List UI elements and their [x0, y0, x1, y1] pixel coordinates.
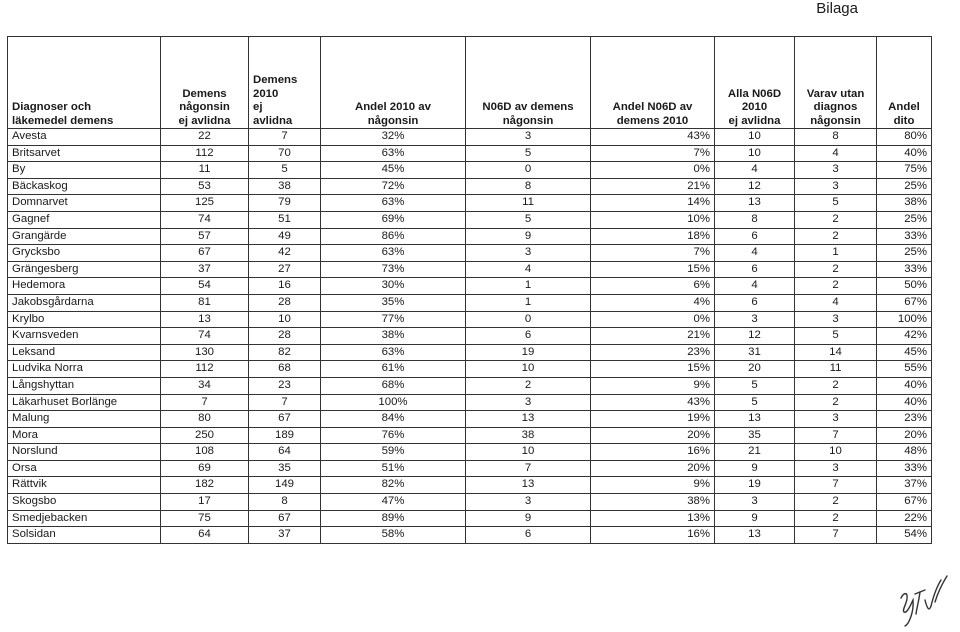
table-cell: 3 — [795, 460, 877, 477]
row-label: Grangärde — [8, 228, 161, 245]
table-cell: 49 — [249, 228, 321, 245]
table-cell: 5 — [715, 377, 795, 394]
table-cell: 16% — [591, 444, 715, 461]
table-cell: 19 — [715, 477, 795, 494]
signature-initials — [895, 572, 955, 628]
table-cell: 13 — [466, 477, 591, 494]
row-label: Norslund — [8, 444, 161, 461]
table-cell: 5 — [466, 145, 591, 162]
table-cell: 40% — [877, 145, 932, 162]
table-cell: 42% — [877, 328, 932, 345]
table-cell: 82 — [249, 344, 321, 361]
table-cell: 22% — [877, 510, 932, 527]
header-n06d-dementia: N06D av demens någonsin — [466, 37, 591, 129]
table-cell: 149 — [249, 477, 321, 494]
table-cell: 59% — [321, 444, 466, 461]
table-cell: 2 — [466, 377, 591, 394]
table-cell: 84% — [321, 411, 466, 428]
table-row — [8, 162, 932, 179]
row-label: Hedemora — [8, 278, 161, 295]
table-cell: 7 — [249, 394, 321, 411]
table-cell: 43% — [591, 129, 715, 146]
table-cell: 3 — [466, 245, 591, 262]
table-cell: 82% — [321, 477, 466, 494]
row-label: Grycksbo — [8, 245, 161, 262]
table-cell: 2 — [795, 228, 877, 245]
table-cell: 23 — [249, 377, 321, 394]
table-cell: 1 — [466, 294, 591, 311]
table-cell: 21% — [591, 328, 715, 345]
table-cell: 5 — [466, 211, 591, 228]
table-cell: 57 — [161, 228, 249, 245]
table-cell: 28 — [249, 328, 321, 345]
table-cell: 2 — [795, 394, 877, 411]
table-cell: 3 — [795, 411, 877, 428]
table-cell: 77% — [321, 311, 466, 328]
table-cell: 11 — [795, 361, 877, 378]
table-cell: 125 — [161, 195, 249, 212]
page-label: Bilaga — [816, 0, 858, 17]
row-label: Läkarhuset Borlänge — [8, 394, 161, 411]
table-cell: 47% — [321, 494, 466, 511]
table-cell: 6 — [466, 527, 591, 544]
table-cell: 16% — [591, 527, 715, 544]
table-cell: 51% — [321, 460, 466, 477]
table-cell: 14 — [795, 344, 877, 361]
table-cell: 67% — [877, 494, 932, 511]
table-cell: 25% — [877, 178, 932, 195]
table-row — [8, 494, 932, 511]
table-cell: 3 — [715, 494, 795, 511]
table-cell: 35% — [321, 294, 466, 311]
table-cell: 75% — [877, 162, 932, 179]
table-cell: 64 — [161, 527, 249, 544]
table-cell: 0 — [466, 311, 591, 328]
table-cell: 12 — [715, 178, 795, 195]
table-cell: 40% — [877, 394, 932, 411]
header-without-diagnosis: Varav utan diagnos någonsin — [795, 37, 877, 129]
header-share-2010: Andel 2010 av någonsin — [321, 37, 466, 129]
table-cell: 18% — [591, 228, 715, 245]
table-cell: 20 — [715, 361, 795, 378]
row-label: Rättvik — [8, 477, 161, 494]
table-cell: 15% — [591, 361, 715, 378]
table-row — [8, 344, 932, 361]
table-cell: 27 — [249, 261, 321, 278]
table-cell: 17 — [161, 494, 249, 511]
table-cell: 53 — [161, 178, 249, 195]
table-cell: 54 — [161, 278, 249, 295]
row-label: Malung — [8, 411, 161, 428]
table-cell: 67 — [249, 510, 321, 527]
table-row — [8, 178, 932, 195]
table-cell: 20% — [591, 427, 715, 444]
table-cell: 130 — [161, 344, 249, 361]
table-cell: 5 — [249, 162, 321, 179]
table-cell: 5 — [715, 394, 795, 411]
table-cell: 3 — [466, 494, 591, 511]
table-row — [8, 460, 932, 477]
table-cell: 35 — [249, 460, 321, 477]
table-cell: 19% — [591, 411, 715, 428]
row-label: By — [8, 162, 161, 179]
table-cell: 38 — [249, 178, 321, 195]
header-dementia-2010: Demens 2010 ej avlidna — [249, 37, 321, 129]
table-row — [8, 328, 932, 345]
table-cell: 63% — [321, 145, 466, 162]
data-table — [7, 36, 932, 544]
table-cell: 34 — [161, 377, 249, 394]
table-cell: 20% — [591, 460, 715, 477]
table-row — [8, 195, 932, 212]
table-cell: 6% — [591, 278, 715, 295]
table-cell: 10 — [715, 145, 795, 162]
table-row — [8, 129, 932, 146]
table-cell: 12 — [715, 328, 795, 345]
table-row — [8, 411, 932, 428]
table-cell: 81 — [161, 294, 249, 311]
table-cell: 13 — [466, 411, 591, 428]
table-cell: 63% — [321, 245, 466, 262]
table-cell: 37 — [161, 261, 249, 278]
row-label: Långshyttan — [8, 377, 161, 394]
table-cell: 1 — [795, 245, 877, 262]
row-label: Avesta — [8, 129, 161, 146]
table-cell: 33% — [877, 261, 932, 278]
table-cell: 4 — [715, 162, 795, 179]
table-cell: 67 — [161, 245, 249, 262]
row-label: Solsidan — [8, 527, 161, 544]
header-dementia-ever: Demens någonsin ej avlidna — [161, 37, 249, 129]
table-cell: 20% — [877, 427, 932, 444]
table-cell: 19 — [466, 344, 591, 361]
table-cell: 50% — [877, 278, 932, 295]
table-cell: 75 — [161, 510, 249, 527]
table-cell: 68 — [249, 361, 321, 378]
table-cell: 68% — [321, 377, 466, 394]
table-cell: 80 — [161, 411, 249, 428]
table-row — [8, 444, 932, 461]
table-cell: 10 — [466, 444, 591, 461]
table-cell: 37 — [249, 527, 321, 544]
table-cell: 74 — [161, 328, 249, 345]
table-cell: 250 — [161, 427, 249, 444]
table-cell: 58% — [321, 527, 466, 544]
table-cell: 43% — [591, 394, 715, 411]
table-row — [8, 145, 932, 162]
table-cell: 73% — [321, 261, 466, 278]
table-cell: 0 — [466, 162, 591, 179]
table-cell: 25% — [877, 245, 932, 262]
table-cell: 74 — [161, 211, 249, 228]
table-cell: 63% — [321, 195, 466, 212]
table-cell: 7% — [591, 145, 715, 162]
table-cell: 10% — [591, 211, 715, 228]
table-cell: 48% — [877, 444, 932, 461]
table-cell: 13 — [715, 527, 795, 544]
table-cell: 2 — [795, 261, 877, 278]
table-cell: 3 — [795, 311, 877, 328]
table-cell: 22 — [161, 129, 249, 146]
table-cell: 3 — [466, 394, 591, 411]
table-row — [8, 477, 932, 494]
table-cell: 89% — [321, 510, 466, 527]
table-row — [8, 311, 932, 328]
table-row — [8, 510, 932, 527]
row-label: Skogsbo — [8, 494, 161, 511]
table-cell: 72% — [321, 178, 466, 195]
row-label: Jakobsgårdarna — [8, 294, 161, 311]
table-cell: 10 — [795, 444, 877, 461]
table-row — [8, 228, 932, 245]
table-cell: 11 — [466, 195, 591, 212]
table-cell: 38% — [877, 195, 932, 212]
table-cell: 112 — [161, 145, 249, 162]
table-cell: 67 — [249, 411, 321, 428]
header-location: Diagnoser och läkemedel demens — [8, 37, 161, 129]
table-cell: 9 — [715, 510, 795, 527]
row-label: Mora — [8, 427, 161, 444]
table-cell: 0% — [591, 311, 715, 328]
table-row — [8, 245, 932, 262]
table-cell: 45% — [877, 344, 932, 361]
table-cell: 3 — [466, 129, 591, 146]
table-cell: 21 — [715, 444, 795, 461]
table-cell: 21% — [591, 178, 715, 195]
table-cell: 7 — [161, 394, 249, 411]
table-cell: 11 — [161, 162, 249, 179]
table-cell: 13% — [591, 510, 715, 527]
row-label: Gagnef — [8, 211, 161, 228]
table-cell: 4 — [795, 294, 877, 311]
table-cell: 8 — [249, 494, 321, 511]
table-cell: 1 — [466, 278, 591, 295]
table-row — [8, 427, 932, 444]
table-cell: 23% — [591, 344, 715, 361]
table-cell: 100% — [321, 394, 466, 411]
table-cell: 70 — [249, 145, 321, 162]
table-cell: 55% — [877, 361, 932, 378]
table-cell: 2 — [795, 211, 877, 228]
table-cell: 7 — [795, 427, 877, 444]
row-label: Smedjebacken — [8, 510, 161, 527]
table-cell: 4 — [715, 278, 795, 295]
table-cell: 38 — [466, 427, 591, 444]
table-cell: 5 — [795, 328, 877, 345]
table-cell: 4% — [591, 294, 715, 311]
table-cell: 9 — [466, 228, 591, 245]
table-cell: 30% — [321, 278, 466, 295]
table-row — [8, 294, 932, 311]
table-cell: 28 — [249, 294, 321, 311]
table-cell: 35 — [715, 427, 795, 444]
table-cell: 10 — [249, 311, 321, 328]
table-row — [8, 211, 932, 228]
table-cell: 37% — [877, 477, 932, 494]
table-cell: 40% — [877, 377, 932, 394]
table-cell: 108 — [161, 444, 249, 461]
table-cell: 189 — [249, 427, 321, 444]
table-cell: 76% — [321, 427, 466, 444]
table-cell: 8 — [466, 178, 591, 195]
table-cell: 67% — [877, 294, 932, 311]
table-cell: 45% — [321, 162, 466, 179]
table-cell: 2 — [795, 377, 877, 394]
table-cell: 80% — [877, 129, 932, 146]
table-cell: 33% — [877, 460, 932, 477]
table-cell: 7 — [466, 460, 591, 477]
table-cell: 51 — [249, 211, 321, 228]
table-cell: 0% — [591, 162, 715, 179]
table-cell: 5 — [795, 195, 877, 212]
table-cell: 15% — [591, 261, 715, 278]
table-cell: 64 — [249, 444, 321, 461]
table-cell: 86% — [321, 228, 466, 245]
row-label: Domnarvet — [8, 195, 161, 212]
table-cell: 7% — [591, 245, 715, 262]
table-cell: 10 — [715, 129, 795, 146]
table-cell: 2 — [795, 278, 877, 295]
table-cell: 8 — [715, 211, 795, 228]
table-row — [8, 261, 932, 278]
table-cell: 6 — [715, 294, 795, 311]
table-row — [8, 377, 932, 394]
table-cell: 2 — [795, 510, 877, 527]
table-cell: 112 — [161, 361, 249, 378]
row-label: Britsarvet — [8, 145, 161, 162]
table-cell: 7 — [795, 527, 877, 544]
table-row — [8, 361, 932, 378]
table-cell: 182 — [161, 477, 249, 494]
header-share-ditto: Andel dito — [877, 37, 932, 129]
table-row — [8, 527, 932, 544]
table-cell: 100% — [877, 311, 932, 328]
table-cell: 6 — [715, 261, 795, 278]
table-cell: 6 — [466, 328, 591, 345]
row-label: Krylbo — [8, 311, 161, 328]
table-cell: 3 — [795, 178, 877, 195]
table-cell: 54% — [877, 527, 932, 544]
table-cell: 69% — [321, 211, 466, 228]
table-cell: 6 — [715, 228, 795, 245]
table-cell: 23% — [877, 411, 932, 428]
table-cell: 42 — [249, 245, 321, 262]
table-cell: 79 — [249, 195, 321, 212]
table-cell: 25% — [877, 211, 932, 228]
table-cell: 10 — [466, 361, 591, 378]
header-all-n06d: Alla N06D 2010 ej avlidna — [715, 37, 795, 129]
table-cell: 33% — [877, 228, 932, 245]
table-cell: 38% — [321, 328, 466, 345]
table-cell: 69 — [161, 460, 249, 477]
table-cell: 4 — [715, 245, 795, 262]
table-row — [8, 278, 932, 295]
table-cell: 14% — [591, 195, 715, 212]
table-cell: 2 — [795, 494, 877, 511]
table-cell: 13 — [161, 311, 249, 328]
table-cell: 4 — [795, 145, 877, 162]
table-cell: 9% — [591, 377, 715, 394]
table-cell: 61% — [321, 361, 466, 378]
table-cell: 3 — [715, 311, 795, 328]
row-label: Bäckaskog — [8, 178, 161, 195]
row-label: Leksand — [8, 344, 161, 361]
table-cell: 4 — [466, 261, 591, 278]
table-cell: 63% — [321, 344, 466, 361]
table-cell: 9% — [591, 477, 715, 494]
table-cell: 7 — [249, 129, 321, 146]
table-cell: 7 — [795, 477, 877, 494]
table-cell: 9 — [715, 460, 795, 477]
table-cell: 16 — [249, 278, 321, 295]
row-label: Grängesberg — [8, 261, 161, 278]
header-share-n06d: Andel N06D av demens 2010 — [591, 37, 715, 129]
table-row — [8, 394, 932, 411]
table-cell: 38% — [591, 494, 715, 511]
table-cell: 31 — [715, 344, 795, 361]
row-label: Kvarnsveden — [8, 328, 161, 345]
table-cell: 9 — [466, 510, 591, 527]
table-cell: 13 — [715, 411, 795, 428]
table-cell: 32% — [321, 129, 466, 146]
table-cell: 8 — [795, 129, 877, 146]
row-label: Orsa — [8, 460, 161, 477]
table-cell: 3 — [795, 162, 877, 179]
row-label: Ludvika Norra — [8, 361, 161, 378]
table-cell: 13 — [715, 195, 795, 212]
